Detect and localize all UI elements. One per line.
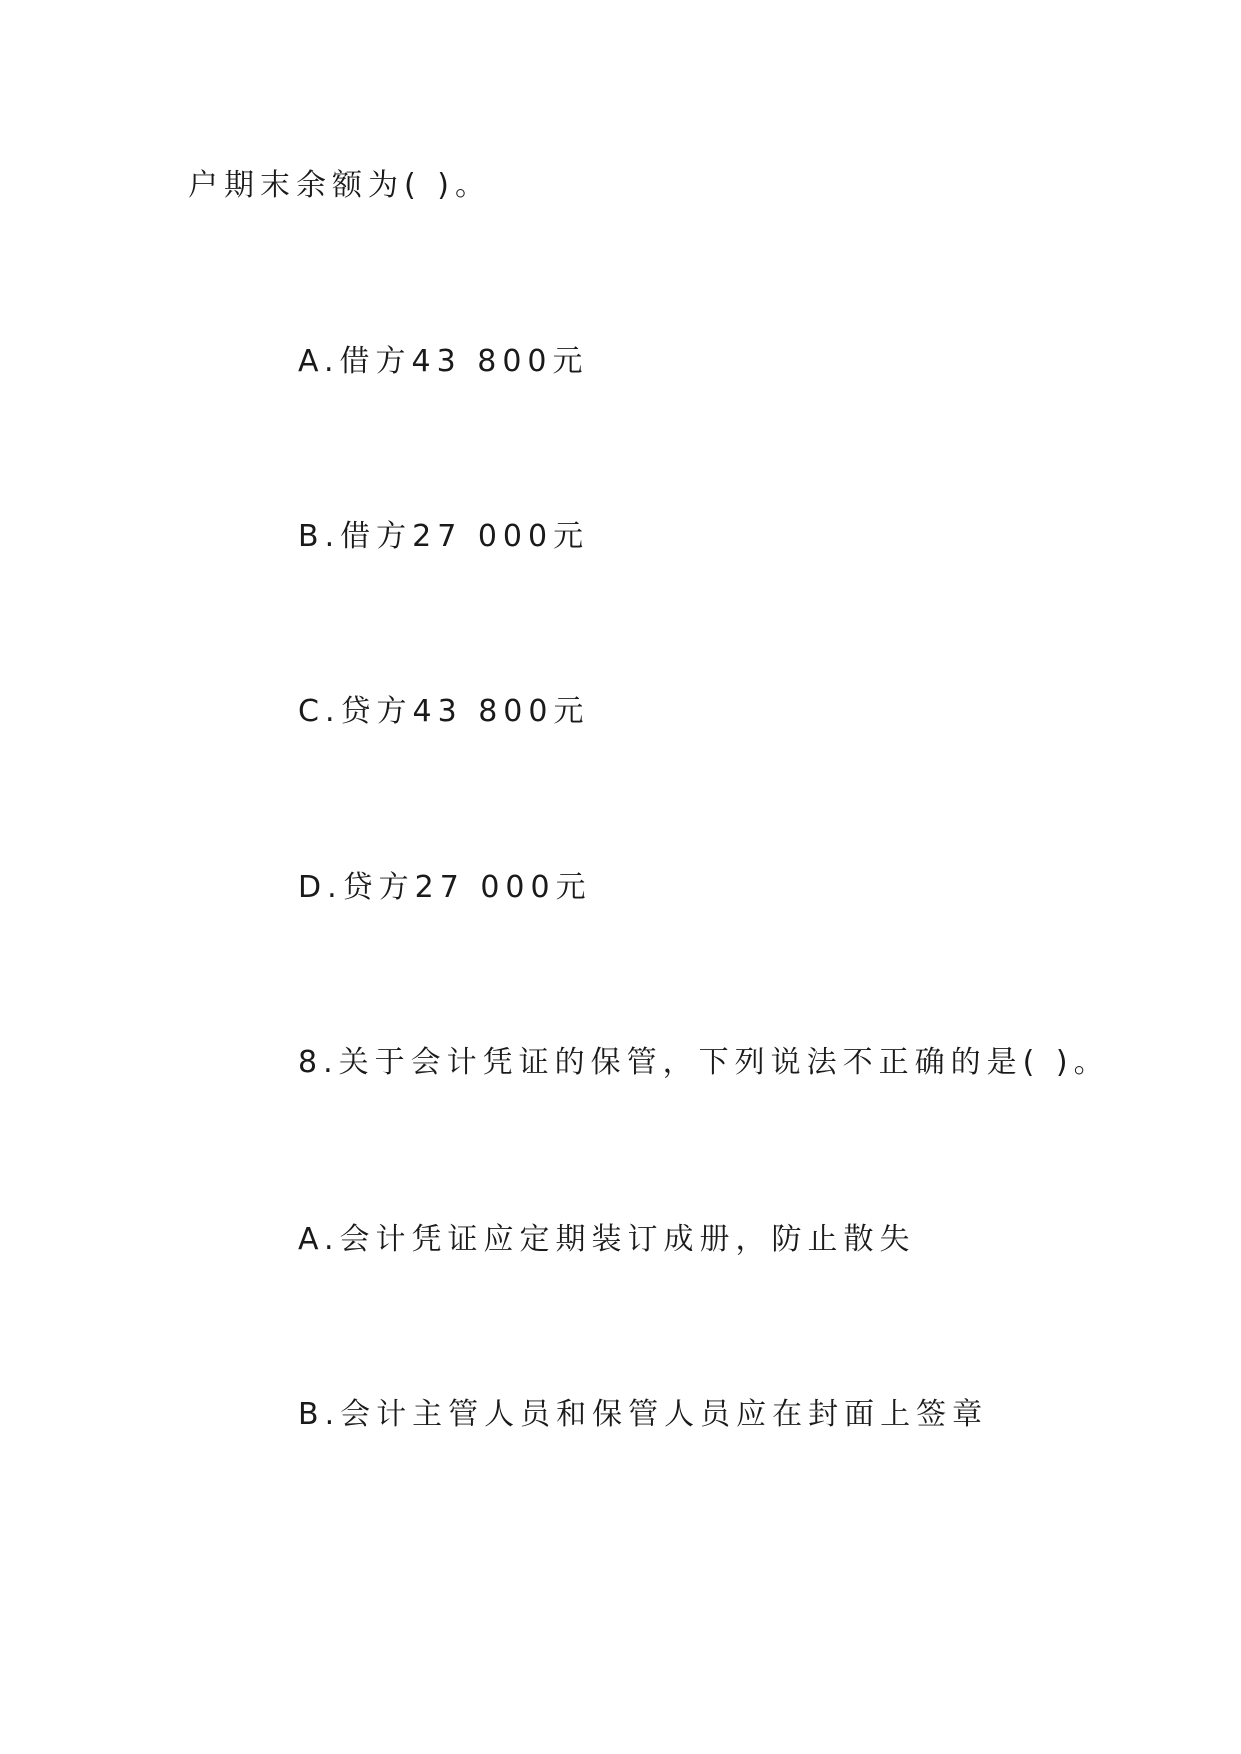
question-7-continuation: 户期末余额为( )。 bbox=[188, 168, 491, 203]
option-a: A.借方43 800元 bbox=[298, 344, 589, 379]
option-d: D.贷方27 000元 bbox=[298, 870, 592, 905]
question-8-option-a: A.会计凭证应定期装订成册，防止散失 bbox=[298, 1222, 916, 1257]
question-8: 8.关于会计凭证的保管，下列说法不正确的是( )。 bbox=[298, 1045, 1110, 1080]
question-8-option-b: B.会计主管人员和保管人员应在封面上签章 bbox=[298, 1397, 989, 1432]
option-b: B.借方27 000元 bbox=[298, 519, 590, 554]
option-c: C.贷方43 800元 bbox=[298, 694, 590, 729]
